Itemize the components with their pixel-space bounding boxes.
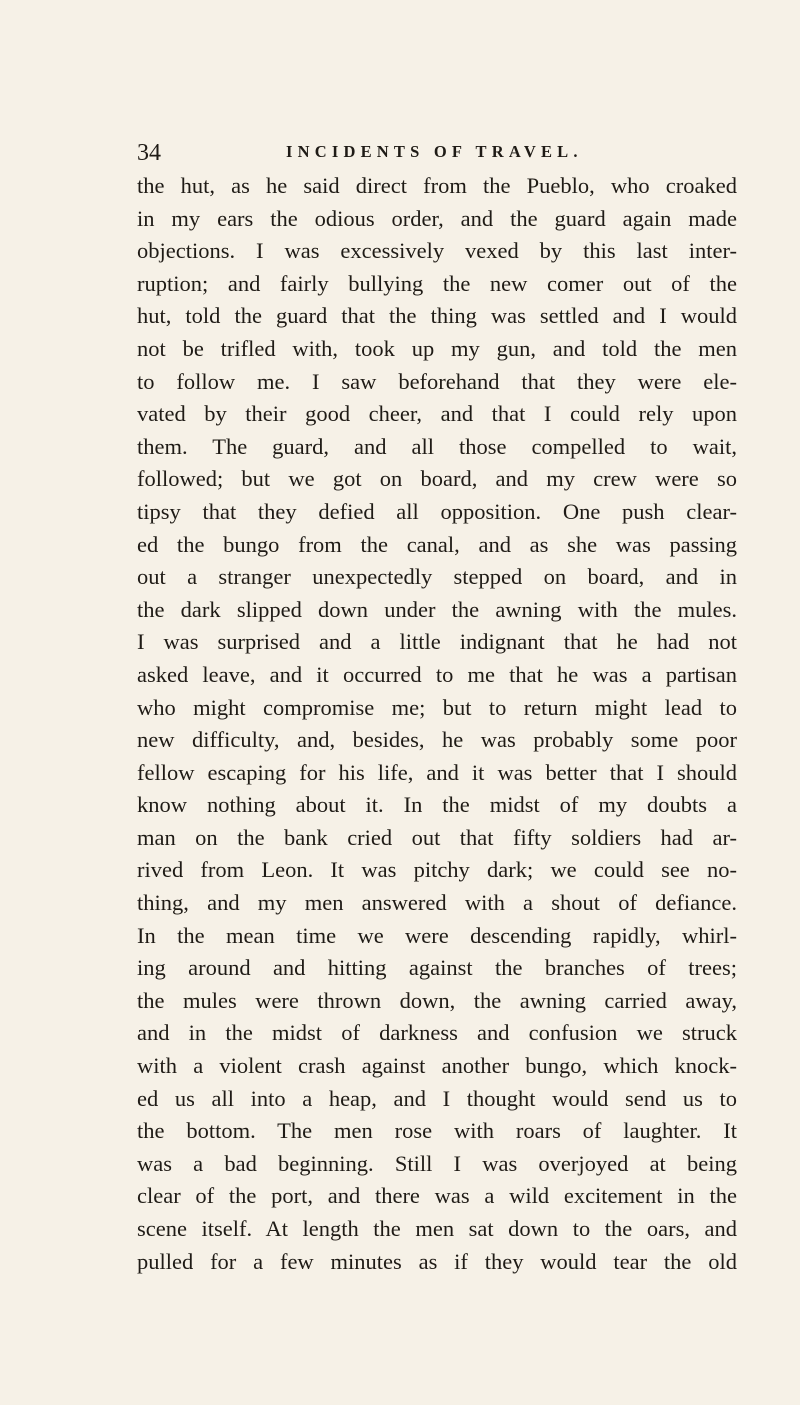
text-line: pulled for a few minutes as if they would tear the old [137, 1248, 737, 1274]
text-line: the dark slipped down under the awning with the mules. [137, 596, 737, 622]
text-line: man on the bank cried out that fifty soldiers had ar- [137, 824, 737, 850]
text-line: the mules were thrown down, the awning carried away, [137, 987, 737, 1013]
text-line: them. The guard, and all those compelled to wait, [137, 433, 737, 459]
text-line: who might compromise me; but to return might lead to [137, 694, 737, 720]
text-line: thing, and my men answered with a shout of defiance. [137, 890, 737, 916]
text-line: and in the midst of darkness and confusion we struck [137, 1020, 737, 1046]
text-line: hut, told the guard that the thing was settled and I would [137, 303, 737, 329]
text-line: scene itself. At length the men sat down to the oars, and [137, 1216, 737, 1241]
text-line: asked leave, and it occurred to me that he was a partisan [137, 661, 737, 687]
text-line: with a violent crash against another bungo, which knock- [137, 1053, 737, 1079]
body-text [137, 170, 737, 1278]
text-line: know nothing about it. In the midst of my doubts a [137, 792, 737, 818]
text-line: ed us all into a heap, and I thought would send us to [137, 1085, 737, 1111]
text-line: the hut, as he said direct from the Pueblo, who croaked [137, 173, 737, 198]
text-line: rived from Leon. It was pitchy dark; we could see no- [137, 857, 737, 883]
text-line: tipsy that they defied all opposition. One push clear- [137, 498, 737, 524]
text-line: objections. I was excessively vexed by this last inter- [137, 238, 737, 264]
text-line: out a stranger unexpectedly stepped on board, and in [137, 564, 737, 590]
text-line: followed; but we got on board, and my crew were so [137, 466, 737, 492]
text-line: was a bad beginning. Still I was overjoyed at being [137, 1150, 737, 1176]
text-line: the bottom. The men rose with roars of laughter. It [137, 1118, 737, 1144]
text-line: clear of the port, and there was a wild excitement in the [137, 1183, 737, 1209]
text-line: ed the bungo from the canal, and as she was passing [137, 531, 737, 557]
text-line: vated by their good cheer, and that I could rely upon [137, 401, 737, 427]
text-line: In the mean time we were descending rapidly, whirl- [137, 922, 737, 948]
running-head: INCIDENTS OF TRAVEL. [286, 142, 583, 161]
page-number: 34 [137, 140, 161, 166]
text-line: fellow escaping for his life, and it was better that I should [137, 759, 737, 785]
text-line: new difficulty, and, besides, he was probably some poor [137, 727, 737, 753]
text-line: in my ears the odious order, and the guard again made [137, 205, 737, 231]
text-line: I was surprised and a little indignant that he had not [137, 629, 737, 655]
text-line: not be trifled with, took up my gun, and told the men [137, 335, 737, 361]
text-line: ruption; and fairly bullying the new comer out of the [137, 270, 737, 296]
text-line: ing around and hitting against the branches of trees; [137, 955, 737, 981]
text-line: to follow me. I saw beforehand that they were ele- [137, 368, 737, 394]
